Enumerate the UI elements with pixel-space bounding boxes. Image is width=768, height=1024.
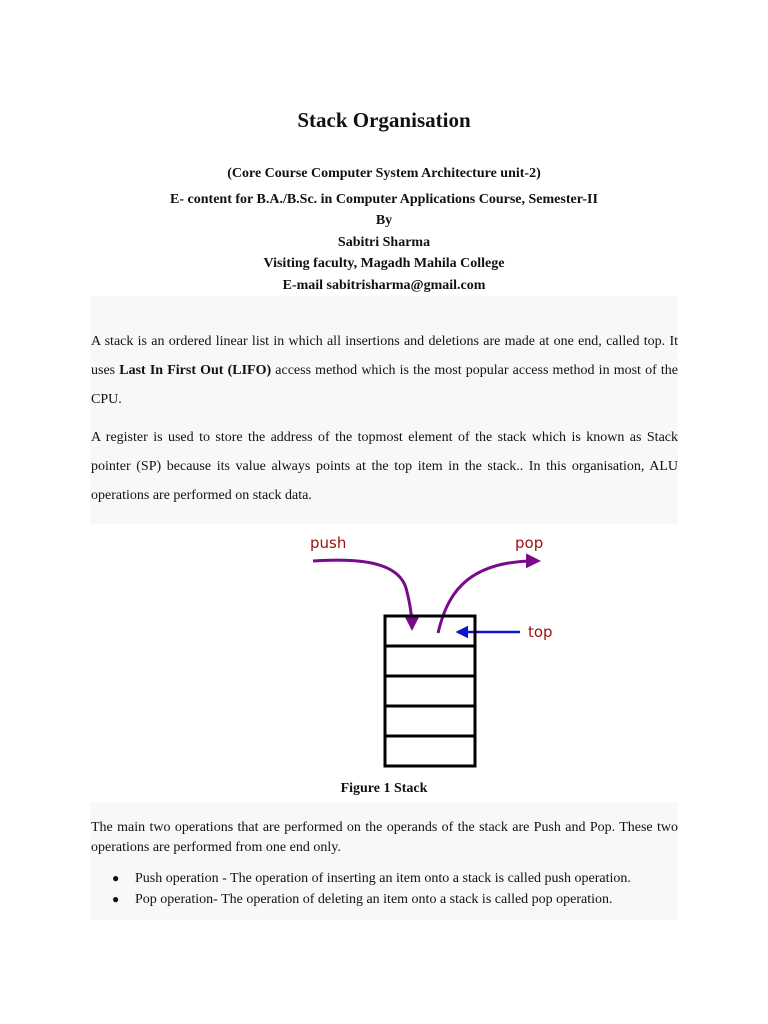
stack-box xyxy=(385,616,475,766)
push-arrow xyxy=(313,560,412,628)
pop-arrow xyxy=(438,561,538,633)
list-item xyxy=(108,868,678,889)
figure-caption: Figure 1 Stack xyxy=(340,781,428,796)
intro-paragraph-2: A register is used to store the address of the topmost element of the stack which is known as Stack pointer (SP) because its value always points at the top item in the stack.. In this organisation, ALU operations are performed on stack data. xyxy=(91,430,678,503)
top-label: top xyxy=(528,623,553,641)
author-name: Sabitri Sharma xyxy=(337,235,431,250)
by-label: By xyxy=(375,213,393,228)
bullet-dot: ● xyxy=(112,871,120,885)
lifo-term: Last In First Out (LIFO) xyxy=(119,363,272,378)
pop-label: pop xyxy=(515,534,544,552)
intro-text-part: A stack is an ordered linear list in which all insertions and deletions are made at one end, called top. It uses xyxy=(91,334,678,378)
intro-text-part: access method which is the most popular access method in most of the CPU. xyxy=(91,363,678,407)
bullet-dot: ● xyxy=(112,892,120,906)
push-operation-text: Push operation - The operation of inserting an item onto a stack is called push operation. xyxy=(135,871,631,886)
pop-operation-text: Pop operation- The operation of deleting an item onto a stack is called pop operation. xyxy=(135,892,613,907)
operations-list xyxy=(108,868,678,910)
push-label: push xyxy=(310,534,347,552)
econtent-line: E- content for B.A./B.Sc. in Computer Applications Course, Semester-II xyxy=(170,192,598,207)
list-item xyxy=(108,889,678,910)
operations-intro: The main two operations that are performed on the operands of the stack are Push and Pop. These two operations are performed from one end only. xyxy=(91,820,678,855)
subtitle: (Core Course Computer System Architecture unit-2) xyxy=(227,166,541,181)
page-title: Stack Organisation xyxy=(297,108,471,132)
affiliation: Visiting faculty, Magadh Mahila College xyxy=(263,256,505,271)
email-line: E-mail sabitrisharma@gmail.com xyxy=(282,278,486,293)
